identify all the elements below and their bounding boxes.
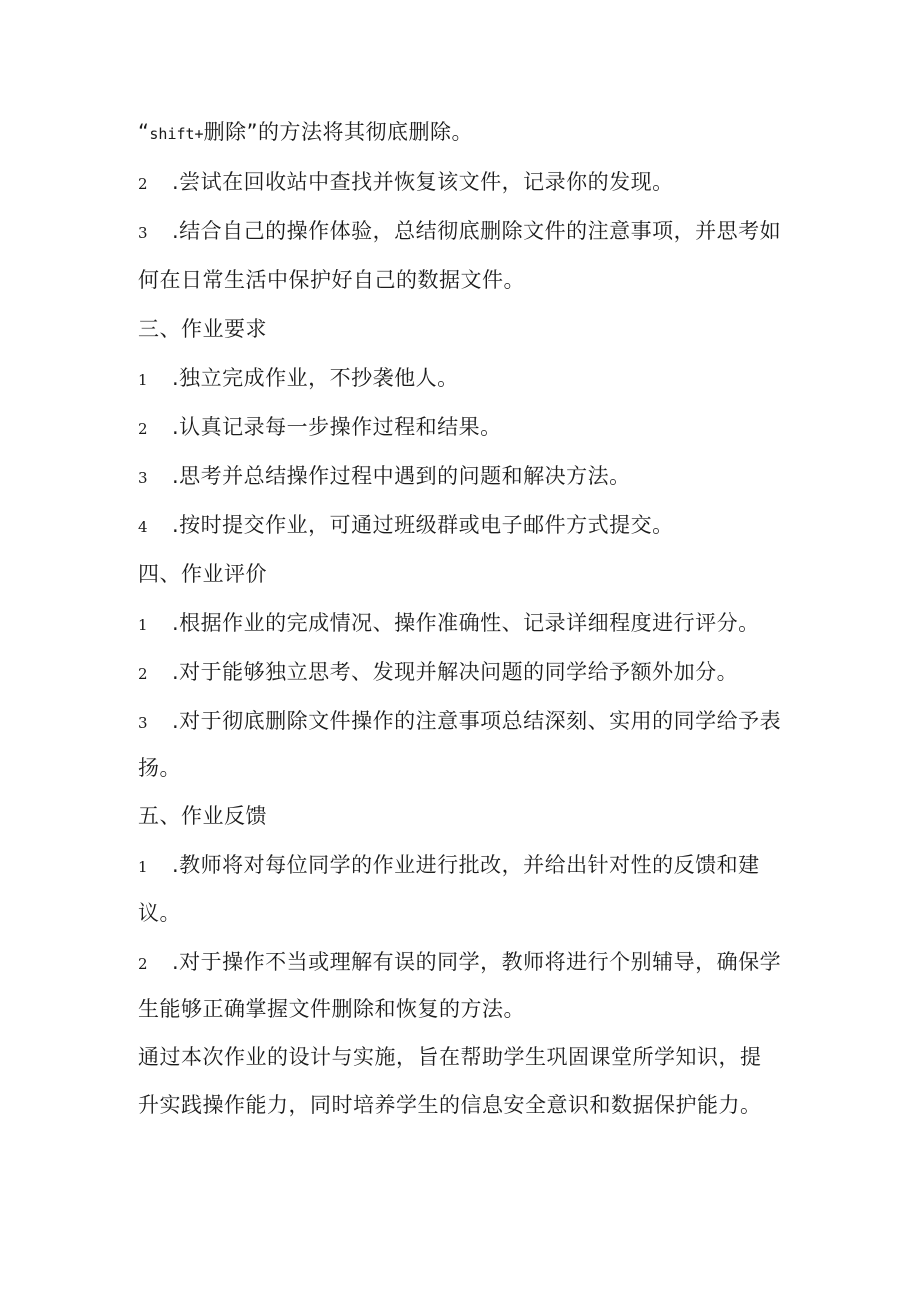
list-item bbox=[138, 462, 818, 492]
paragraph-line: 扬。 bbox=[138, 756, 181, 780]
list-item bbox=[138, 511, 818, 541]
list-text: .尝试在回收站中查找并恢复该文件，记录你的发现。 bbox=[172, 170, 674, 194]
section-heading: 三、作业要求 bbox=[138, 317, 267, 341]
paragraph-line: 议。 bbox=[138, 901, 181, 925]
list-number: 3 bbox=[138, 224, 149, 242]
paragraph-line: 升实践操作能力，同时培养学生的信息安全意识和数据保护能力。 bbox=[138, 1093, 762, 1117]
paragraph-line: 生能够正确掌握文件删除和恢复的方法。 bbox=[138, 997, 525, 1021]
list-number: 2 bbox=[138, 665, 149, 683]
list-number: 1 bbox=[138, 371, 149, 389]
list-number: 2 bbox=[138, 420, 149, 438]
paragraph-line bbox=[138, 118, 818, 148]
list-text: .认真记录每一步操作过程和结果。 bbox=[172, 415, 502, 439]
list-text: .对于操作不当或理解有误的同学，教师将进行个别辅导，确保学 bbox=[172, 950, 782, 974]
open-quote: “ bbox=[138, 120, 150, 144]
list-item bbox=[138, 168, 818, 198]
list-number: 4 bbox=[138, 518, 149, 536]
list-text: .思考并总结操作过程中遇到的问题和解决方法。 bbox=[172, 464, 631, 488]
list-text: .按时提交作业，可通过班级群或电子邮件方式提交。 bbox=[172, 513, 674, 537]
list-number: 1 bbox=[138, 616, 149, 634]
list-number: 2 bbox=[138, 955, 149, 973]
section-heading: 四、作业评价 bbox=[138, 562, 267, 586]
list-text: .教师将对每位同学的作业进行批改，并给出针对性的反馈和建 bbox=[172, 853, 760, 877]
list-text: .对于彻底删除文件操作的注意事项总结深刻、实用的同学给予表 bbox=[172, 709, 782, 733]
list-item bbox=[138, 658, 818, 688]
list-text: .根据作业的完成情况、操作准确性、记录详细程度进行评分。 bbox=[172, 611, 760, 635]
list-number: 3 bbox=[138, 469, 149, 487]
list-item bbox=[138, 707, 818, 737]
list-text: .独立完成作业，不抄袭他人。 bbox=[172, 366, 459, 390]
list-item bbox=[138, 609, 818, 639]
list-number: 1 bbox=[138, 858, 149, 876]
paragraph-line: 何在日常生活中保护好自己的数据文件。 bbox=[138, 268, 525, 292]
paragraph-line: 通过本次作业的设计与实施，旨在帮助学生巩固课堂所学知识，提 bbox=[138, 1045, 762, 1069]
list-item bbox=[138, 364, 818, 394]
key-shortcut-text: shift+ bbox=[149, 125, 204, 143]
list-item bbox=[138, 851, 818, 881]
list-text: .结合自己的操作体验，总结彻底删除文件的注意事项，并思考如 bbox=[172, 219, 782, 243]
list-item bbox=[138, 948, 818, 978]
list-number: 3 bbox=[138, 714, 149, 732]
list-text: .对于能够独立思考、发现并解决问题的同学给予额外加分。 bbox=[172, 660, 739, 684]
list-number: 2 bbox=[138, 175, 149, 193]
list-item bbox=[138, 413, 818, 443]
list-item bbox=[138, 217, 818, 247]
line-text: 删除”的方法将其彻底删除。 bbox=[203, 120, 473, 144]
section-heading: 五、作业反馈 bbox=[138, 804, 267, 828]
